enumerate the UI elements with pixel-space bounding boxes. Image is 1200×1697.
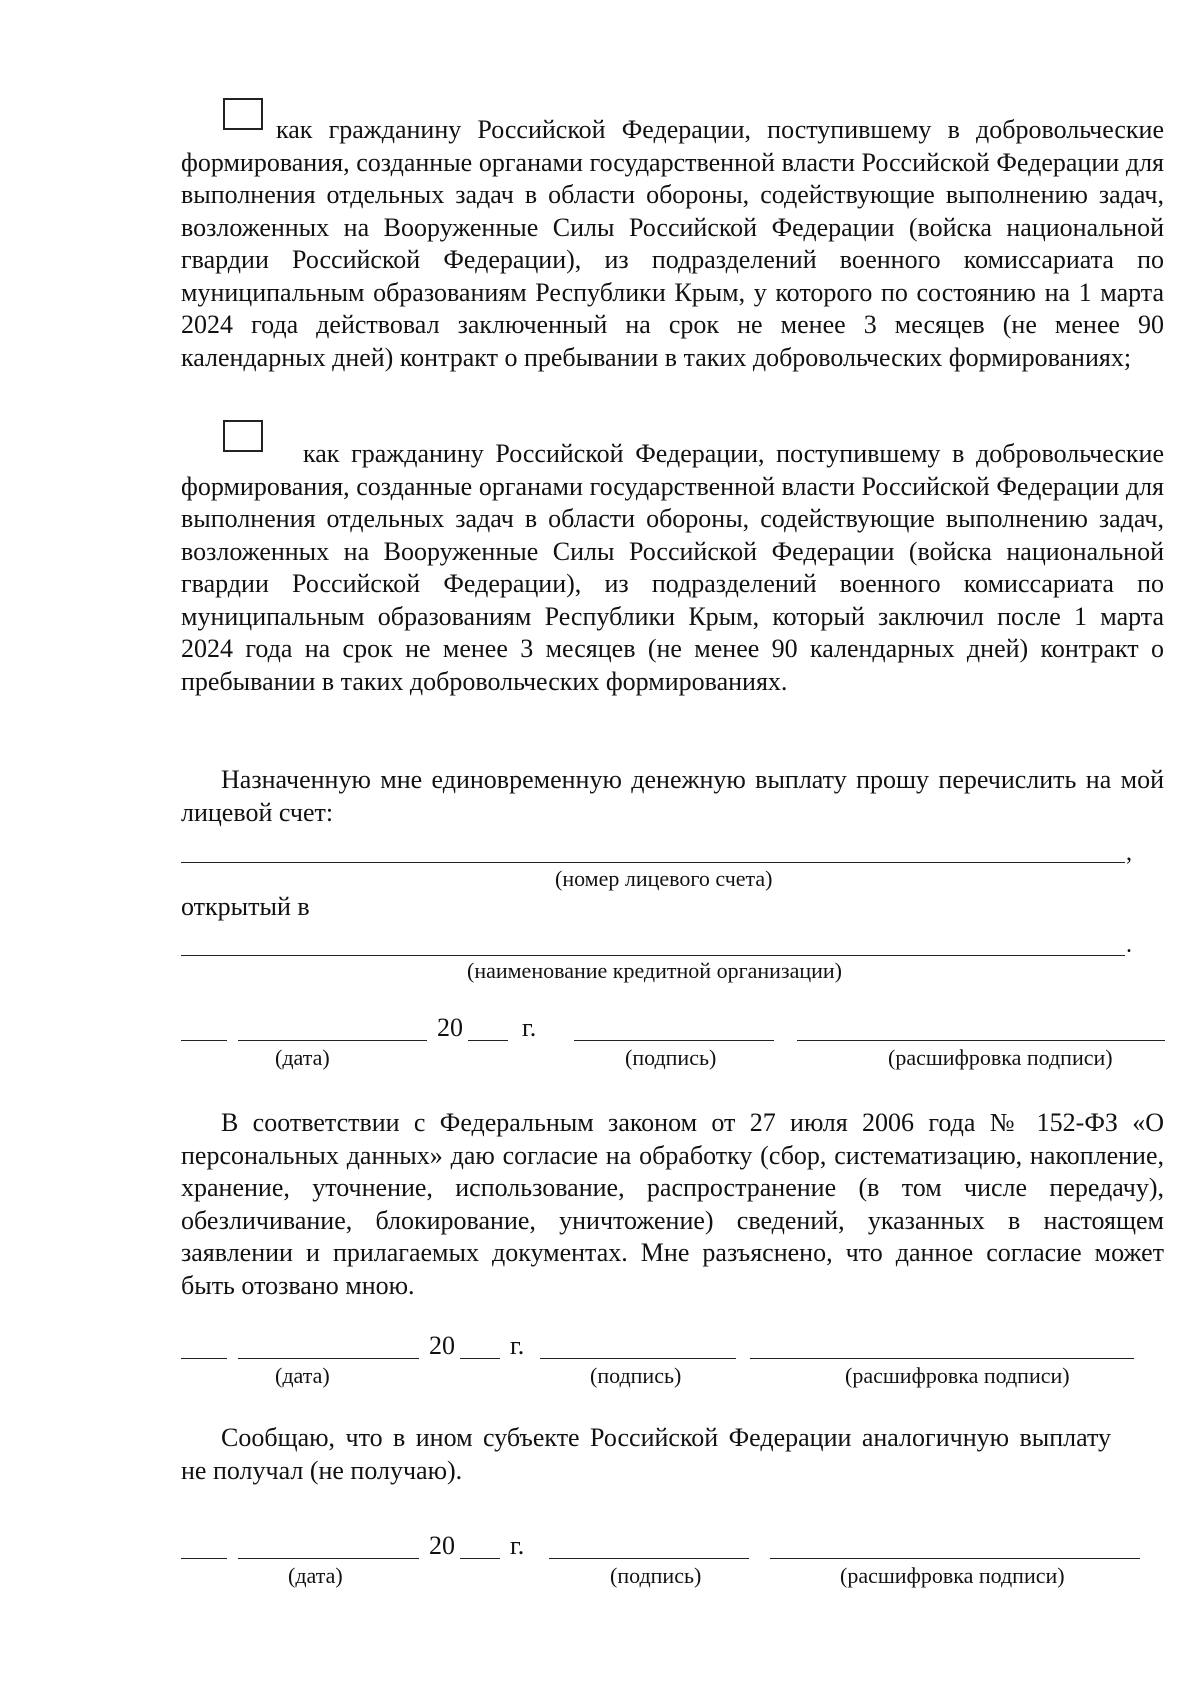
payment-request: Назначенную мне единовременную денежную выплату прошу перечислить на мой лицевой счет:	[181, 765, 1164, 827]
sig3-year-suffix: г.	[510, 1531, 525, 1560]
consent-paragraph: В соответствии с Федеральным законом от 27 июля 2006 года № 152-ФЗ «О персональных данных» даю согласие на обработку (сбор, систематизацию, накопление, хранение, уточнение, использование, распространение (в том числе передачу), обезличивание, блокирование, уничтожение) сведений, указанных в настоящем заявлении и прилагаемых документах. Мне разъяснено, что данное согласие может быть отозвано мною.	[181, 1108, 1164, 1300]
sig1-decode-caption: (расшифровка подписи)	[888, 1045, 1113, 1070]
sig2-month-line[interactable]	[238, 1358, 419, 1359]
sig3-day-line[interactable]	[181, 1558, 227, 1559]
sig2-sign-line[interactable]	[540, 1358, 736, 1359]
sig1-month-line[interactable]	[238, 1040, 427, 1041]
sig1-year-prefix: 20	[437, 1013, 463, 1042]
sig1-year-suffix: г.	[522, 1013, 537, 1042]
option-2-lead: как гражданину Российской Федерации, поступившему в	[303, 439, 965, 468]
sig1-decode-line[interactable]	[797, 1040, 1165, 1041]
application-page: как гражданину Российской Федерации, поступившему в добровольческие формирования, созданные органами государственной власти Российской Федерации для выполнения отдельных задач в области обороны, содействующие выполнению задач, возложенных на Вооруженные Силы Российской Федерации (войска национальной гвардии Российской Федерации), из подразделений военного комиссариата по муниципальным образованиям Республики Крым, у которого по состоянию на 1 марта 2024 года действовал заключенный на срок не менее 3 месяцев (не менее 90 календарных дней) контракт о пребывании в таких добровольческих формированиях; как гражданину Российской Федерации, поступившему в добровольческие формирования, созданные органами государственной власти Российской Федерации для выполнения отдельных задач в области обороны, содействующие выполнению задач, возложенных на Вооруженные Силы Российской Федерации (войска национальной гвардии Российской Федерации), из подразделений военного комиссариата по муниципальным образованиям Республики Крым, который заключил после 1 марта 2024 года на срок не менее 3 месяцев (не менее 90 календарных дней) контракт о пребывании в таких добровольческих формированиях. Назначенную мне единовременную денежную выплату прошу перечислить на мой лицевой счет: , (номер лицевого счета) открытый в . (наименование кредитной организации) 20 г. (дата) (подпись) (расшифровка подписи) В соответствии с Федеральным законом от 27 июля 2006 года № 152-ФЗ «О персональных данных» даю согласие на обработку (сбор, систематизацию, накопление, хранение, уточнение, использование, распространение (в том числе передачу), обезличивание, блокирование, уничтожение) сведений, указанных в настоящем заявлении и прилагаемых документах. Мне разъяснено, что данное согласие может быть отозвано мною. 20 г. (дата) (подпись) (расшифровка подписи) Сообщаю, что в ином субъекте Российской Федерации аналогичную выплату не получал (не получаю). 20 г. (дата) (подпись) (расшифровка подписи)	[0, 0, 1200, 1697]
sig1-sign-caption: (подпись)	[625, 1045, 717, 1070]
sig2-sign-caption: (подпись)	[590, 1363, 682, 1388]
option-2-paragraph	[181, 438, 1164, 698]
sig2-decode-caption: (расшифровка подписи)	[845, 1363, 1070, 1388]
sig2-year-prefix: 20	[429, 1331, 455, 1360]
bank-name-line[interactable]	[181, 955, 1125, 956]
sig2-year-suffix: г.	[510, 1331, 525, 1360]
opened-in-label: открытый в	[181, 892, 310, 921]
sig3-decode-caption: (расшифровка подписи)	[840, 1563, 1065, 1588]
sig2-decode-line[interactable]	[750, 1358, 1134, 1359]
bank-name-caption: (наименование кредитной организации)	[467, 958, 842, 983]
sig1-day-line[interactable]	[181, 1040, 227, 1041]
option-1-paragraph	[181, 114, 1164, 374]
sig2-date-caption: (дата)	[275, 1363, 330, 1388]
sig3-year-prefix: 20	[429, 1531, 455, 1560]
sig2-day-line[interactable]	[181, 1358, 227, 1359]
sig1-sign-line[interactable]	[574, 1040, 774, 1041]
sig3-sign-line[interactable]	[549, 1558, 749, 1559]
sig3-sign-caption: (подпись)	[610, 1563, 702, 1588]
sig3-date-caption: (дата)	[288, 1563, 343, 1588]
option-1-body: добровольческие формирования, созданные органами государственной власти Российской Федерации для выполнения отдельных задач в области обороны, содействующие выполнению задач, возложенных на Вооруженные Силы Российской Федерации (войска национальной гвардии Российской Федерации), из подразделений военного комиссариата по муниципальным образованиям Республики Крым, у которого по состоянию на 1 марта 2024 года действовал заключенный на срок не менее 3 месяцев (не менее 90 календарных дней) контракт о пребывании в таких добровольческих формированиях;	[181, 115, 1165, 372]
sig3-month-line[interactable]	[238, 1558, 419, 1559]
account-number-line[interactable]	[181, 862, 1125, 863]
option-1-lead: как гражданину Российской Федерации, поступившему в	[276, 115, 960, 144]
sig1-year-line[interactable]	[468, 1040, 508, 1041]
sig3-decode-line[interactable]	[770, 1558, 1140, 1559]
sig3-year-line[interactable]	[460, 1558, 500, 1559]
sig1-date-caption: (дата)	[275, 1045, 330, 1070]
option-2-body: добровольческие формирования, созданные органами государственной власти Российской Федерации для выполнения отдельных задач в области обороны, содействующие выполнению задач, возложенных на Вооруженные Силы Российской Федерации (войска национальной гвардии Российской Федерации), из подразделений военного комиссариата по муниципальным образованиям Республики Крым, который заключил после 1 марта 2024 года на срок не менее 3 месяцев (не менее 90 календарных дней) контракт о пребывании в таких добровольческих формированиях.	[181, 439, 1165, 696]
declaration-paragraph: Сообщаю, что в ином субъекте Российской Федерации аналогичную выплату не получал (не получаю).	[181, 1423, 1111, 1485]
sig2-year-line[interactable]	[460, 1358, 500, 1359]
account-number-caption: (номер лицевого счета)	[555, 866, 773, 891]
